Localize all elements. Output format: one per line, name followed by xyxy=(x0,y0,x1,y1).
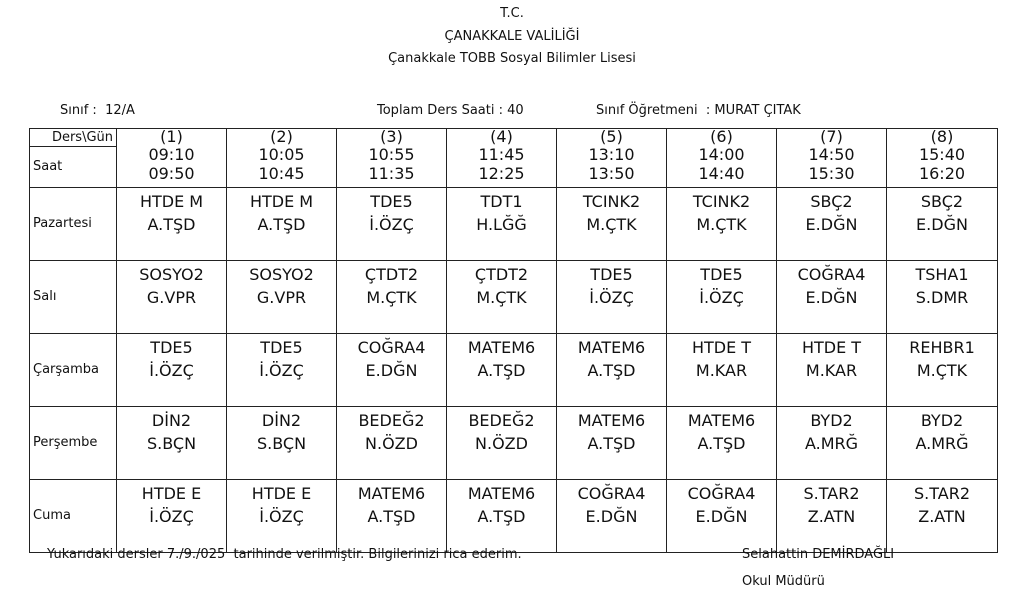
period-header xyxy=(227,129,337,188)
lesson-teacher: S.BÇN xyxy=(256,434,307,453)
lesson-teacher: A.TŞD xyxy=(587,361,636,380)
lesson-cell xyxy=(887,334,998,407)
period-end-time: 16:20 xyxy=(918,164,966,183)
period-header xyxy=(887,129,998,188)
lesson-teacher: M.ÇTK xyxy=(476,288,527,307)
lesson-subject: TCINK2 xyxy=(582,192,641,211)
lesson-cell xyxy=(117,261,227,334)
lesson-subject: S.TAR2 xyxy=(913,484,970,503)
lesson-teacher: A.TŞD xyxy=(587,434,636,453)
day-label: Çarşamba xyxy=(30,334,117,407)
lesson-subject: TDE5 xyxy=(260,338,303,357)
period-number: (8) xyxy=(930,128,954,146)
lesson-cell xyxy=(557,407,667,480)
period-end-time: 10:45 xyxy=(258,164,305,183)
lesson-teacher: A.TŞD xyxy=(477,507,526,526)
lesson-subject: HTDE E xyxy=(251,484,312,503)
lesson-subject: SBÇ2 xyxy=(920,192,964,211)
period-end-time: 14:40 xyxy=(698,164,745,183)
lesson-teacher: İ.ÖZÇ xyxy=(149,507,194,526)
period-number: (2) xyxy=(270,128,293,146)
lesson-teacher: M.KAR xyxy=(695,361,748,380)
lesson-teacher: E.DĞN xyxy=(365,361,418,380)
period-start-time: 14:50 xyxy=(808,145,855,164)
lesson-teacher: İ.ÖZÇ xyxy=(699,288,744,307)
lesson-cell xyxy=(667,188,777,261)
lesson-subject: BYD2 xyxy=(810,411,853,430)
lesson-teacher: A.MRĞ xyxy=(804,434,859,453)
period-header xyxy=(337,129,447,188)
lesson-subject: DİN2 xyxy=(151,411,192,430)
lesson-subject: ÇTDT2 xyxy=(364,265,419,284)
lesson-teacher: A.TŞD xyxy=(477,361,526,380)
period-start-time: 11:45 xyxy=(478,145,525,164)
lesson-subject: S.TAR2 xyxy=(803,484,860,503)
day-row xyxy=(30,334,998,407)
lesson-subject: COĞRA4 xyxy=(797,265,866,284)
day-label: Cuma xyxy=(30,480,117,553)
lesson-subject: MATEM6 xyxy=(577,411,646,430)
lesson-cell xyxy=(557,261,667,334)
lesson-subject: HTDE T xyxy=(801,338,862,357)
period-end-time: 13:50 xyxy=(588,164,635,183)
lesson-cell xyxy=(117,480,227,553)
lesson-subject: TCINK2 xyxy=(692,192,751,211)
lesson-subject: REHBR1 xyxy=(909,338,975,357)
class-teacher-label: Sınıf Öğretmeni : xyxy=(596,103,711,118)
day-row xyxy=(30,188,998,261)
lesson-subject: BYD2 xyxy=(920,411,964,430)
lesson-teacher: M.ÇTK xyxy=(696,215,747,234)
lesson-cell xyxy=(667,480,777,553)
period-header xyxy=(777,129,887,188)
signer-title: Okul Müdürü xyxy=(742,574,825,589)
lesson-cell xyxy=(227,480,337,553)
lesson-subject: SOSYO2 xyxy=(249,265,314,284)
lesson-teacher: İ.ÖZÇ xyxy=(589,288,634,307)
lesson-teacher: M.ÇTK xyxy=(586,215,637,234)
lesson-subject: MATEM6 xyxy=(467,484,536,503)
period-header xyxy=(667,129,777,188)
lesson-subject: SBÇ2 xyxy=(810,192,853,211)
period-start-time: 10:05 xyxy=(258,145,305,164)
lesson-teacher: E.DĞN xyxy=(585,507,638,526)
lesson-subject: HTDE M xyxy=(249,192,314,211)
lesson-cell xyxy=(777,261,887,334)
lesson-subject: HTDE M xyxy=(139,192,204,211)
lesson-cell xyxy=(447,261,557,334)
time-label: Saat xyxy=(30,147,117,188)
period-header xyxy=(447,129,557,188)
lesson-cell xyxy=(887,261,998,334)
lesson-subject: DİN2 xyxy=(261,411,302,430)
lesson-teacher: S.BÇN xyxy=(146,434,197,453)
lesson-cell xyxy=(447,407,557,480)
lesson-subject: HTDE E xyxy=(141,484,202,503)
lesson-subject: BEDEĞ2 xyxy=(358,411,425,430)
lesson-teacher: S.DMR xyxy=(915,288,969,307)
lesson-teacher: E.DĞN xyxy=(805,215,858,234)
lesson-teacher: E.DĞN xyxy=(916,215,968,234)
lesson-cell xyxy=(117,188,227,261)
lesson-teacher: G.VPR xyxy=(146,288,197,307)
class-info xyxy=(60,103,135,118)
lesson-cell xyxy=(447,188,557,261)
lesson-teacher: Z.ATN xyxy=(918,507,966,526)
lesson-subject: MATEM6 xyxy=(357,484,426,503)
lesson-subject: MATEM6 xyxy=(467,338,536,357)
period-start-time: 14:00 xyxy=(698,145,745,164)
lesson-cell xyxy=(667,334,777,407)
lesson-teacher: E.DĞN xyxy=(695,507,748,526)
lesson-subject: TDE5 xyxy=(700,265,743,284)
lesson-subject: MATEM6 xyxy=(687,411,756,430)
lesson-cell xyxy=(557,188,667,261)
class-label: Sınıf : xyxy=(60,103,97,118)
day-label: Pazartesi xyxy=(30,188,117,261)
lesson-teacher: A.TŞD xyxy=(367,507,416,526)
lesson-subject: TDE5 xyxy=(590,265,633,284)
lesson-subject: HTDE T xyxy=(691,338,752,357)
corner-label: Ders\Gün xyxy=(30,129,117,147)
lesson-subject: COĞRA4 xyxy=(577,484,646,503)
period-start-time: 15:40 xyxy=(918,145,966,164)
day-label: Perşembe xyxy=(30,407,117,480)
footer-note: Yukarıdaki dersler 7./9./025 tarihinde verilmiştir. Bilgilerinizi rica ederim. xyxy=(47,547,522,562)
signer-name: Selahattin DEMİRDAĞLI xyxy=(742,547,895,562)
day-label: Salı xyxy=(30,261,117,334)
lesson-subject: TDT1 xyxy=(480,192,523,211)
total-hours-info xyxy=(377,103,524,118)
lesson-cell xyxy=(777,188,887,261)
lesson-subject: TDE5 xyxy=(370,192,413,211)
total-hours-label: Toplam Ders Saati : xyxy=(377,103,503,118)
lesson-cell xyxy=(227,407,337,480)
lesson-teacher: N.ÖZD xyxy=(475,434,528,453)
lesson-teacher: H.LĞĞ xyxy=(476,215,527,234)
day-row xyxy=(30,261,998,334)
period-end-time: 15:30 xyxy=(808,164,855,183)
lesson-teacher: N.ÖZD xyxy=(365,434,418,453)
lesson-teacher: M.KAR xyxy=(805,361,858,380)
period-start-time: 13:10 xyxy=(588,145,635,164)
day-row xyxy=(30,407,998,480)
lesson-cell xyxy=(887,188,998,261)
lesson-cell xyxy=(667,261,777,334)
lesson-teacher: E.DĞN xyxy=(805,288,858,307)
lesson-teacher: İ.ÖZÇ xyxy=(149,361,194,380)
lesson-subject: BEDEĞ2 xyxy=(468,411,535,430)
period-end-time: 09:50 xyxy=(148,164,195,183)
header-line-school: Çanakkale TOBB Sosyal Bilimler Lisesi xyxy=(388,51,636,66)
lesson-cell xyxy=(777,334,887,407)
lesson-cell xyxy=(337,480,447,553)
lesson-subject: MATEM6 xyxy=(577,338,646,357)
class-value: 12/A xyxy=(105,103,135,118)
period-number: (4) xyxy=(490,128,513,146)
period-number-row xyxy=(30,129,998,147)
class-teacher-info xyxy=(596,103,801,118)
period-header xyxy=(557,129,667,188)
lesson-teacher: İ.ÖZÇ xyxy=(259,507,304,526)
header-line-governorship: ÇANAKKALE VALİLİĞİ xyxy=(444,29,580,44)
lesson-cell xyxy=(667,407,777,480)
lesson-teacher: M.ÇTK xyxy=(916,361,968,380)
lesson-teacher: A.MRĞ xyxy=(915,434,969,453)
day-row xyxy=(30,480,998,553)
timetable xyxy=(29,128,998,553)
lesson-cell xyxy=(447,480,557,553)
lesson-teacher: A.TŞD xyxy=(697,434,746,453)
lesson-cell xyxy=(777,407,887,480)
lesson-subject: TSHA1 xyxy=(915,265,969,284)
lesson-cell xyxy=(557,480,667,553)
lesson-teacher: İ.ÖZÇ xyxy=(369,215,414,234)
lesson-cell xyxy=(337,407,447,480)
period-number: (7) xyxy=(820,128,843,146)
period-start-time: 10:55 xyxy=(368,145,415,164)
lesson-subject: COĞRA4 xyxy=(357,338,426,357)
lesson-subject: COĞRA4 xyxy=(687,484,756,503)
lesson-cell xyxy=(337,188,447,261)
lesson-cell xyxy=(227,188,337,261)
lesson-cell xyxy=(447,334,557,407)
lesson-teacher: İ.ÖZÇ xyxy=(259,361,304,380)
header-line-tc: T.C. xyxy=(500,6,524,21)
lesson-teacher: G.VPR xyxy=(256,288,307,307)
lesson-subject: SOSYO2 xyxy=(139,265,204,284)
period-number: (6) xyxy=(710,128,733,146)
lesson-cell xyxy=(337,261,447,334)
period-number: (1) xyxy=(160,128,183,146)
lesson-cell xyxy=(557,334,667,407)
lesson-teacher: A.TŞD xyxy=(147,215,196,234)
lesson-cell xyxy=(117,334,227,407)
class-teacher-value: MURAT ÇITAK xyxy=(714,103,801,118)
lesson-subject: TDE5 xyxy=(150,338,193,357)
lesson-teacher: M.ÇTK xyxy=(366,288,417,307)
lesson-teacher: Z.ATN xyxy=(807,507,856,526)
lesson-cell xyxy=(227,261,337,334)
lesson-cell xyxy=(887,407,998,480)
total-hours-value: 40 xyxy=(507,103,524,118)
lesson-cell xyxy=(887,480,998,553)
lesson-subject: ÇTDT2 xyxy=(474,265,529,284)
lesson-cell xyxy=(117,407,227,480)
period-end-time: 11:35 xyxy=(368,164,415,183)
period-header xyxy=(117,129,227,188)
lesson-cell xyxy=(227,334,337,407)
period-end-time: 12:25 xyxy=(478,164,525,183)
period-number: (5) xyxy=(600,128,623,146)
lesson-cell xyxy=(777,480,887,553)
period-number: (3) xyxy=(380,128,403,146)
lesson-teacher: A.TŞD xyxy=(257,215,306,234)
lesson-cell xyxy=(337,334,447,407)
period-start-time: 09:10 xyxy=(148,145,195,164)
